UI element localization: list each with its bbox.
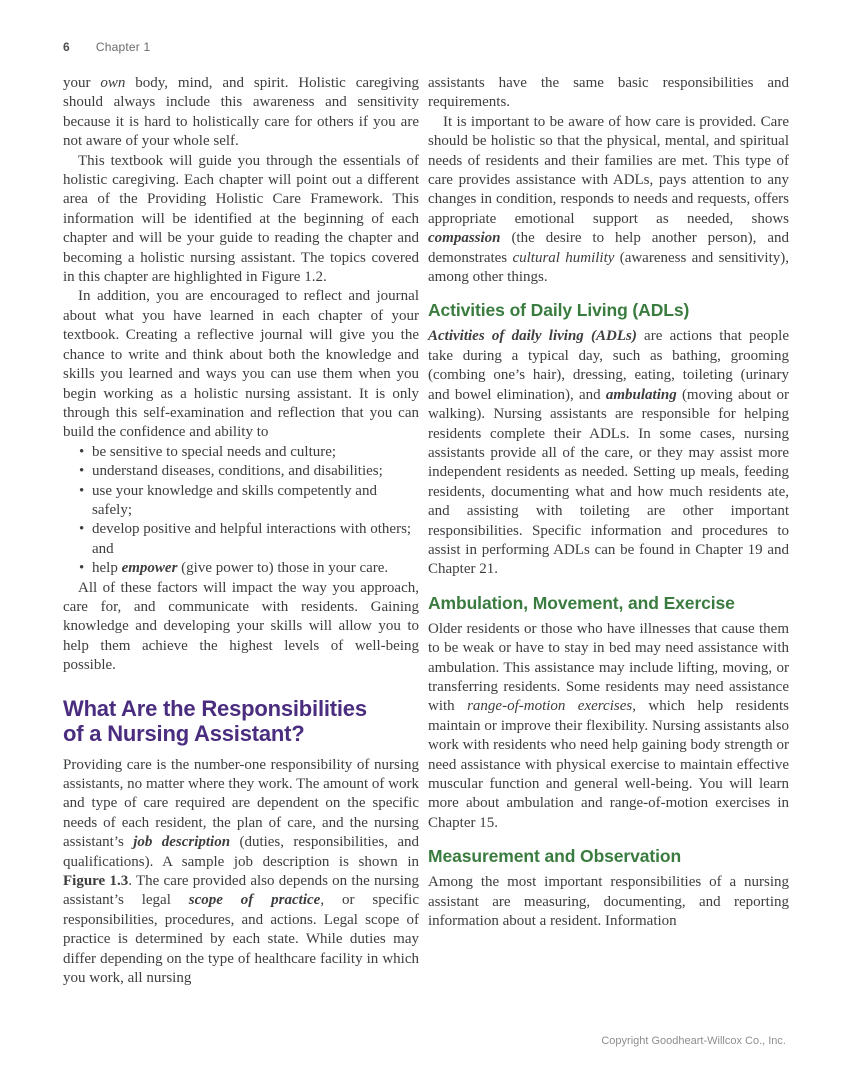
bullet-item — [92, 462, 419, 481]
text-run: , or specific responsibilities, procedures, and actions. Legal scope of practice is determined by each state. While duties may differ depending on the type of healthcare facility in which you work, all nursing — [63, 892, 420, 987]
emphasized-text: Figure 1.3 — [63, 873, 129, 890]
text-run: understand diseases, conditions, and disabilities; — [92, 463, 383, 480]
text-run: It is important to be aware of how care is provided. Care should be holistic so that the physical, mental, and spiritual needs of residents and their families are met. This type of care provides assistance with ADLs, pays attention to any changes in condition, responds to needs and requests, offers appropriate emotional support as needed, shows — [428, 113, 789, 227]
text-run: develop positive and helpful interactions with others; and — [92, 521, 412, 557]
emphasized-text: ambulating — [605, 386, 677, 403]
text-run: Among the most important responsibilities of a nursing assistant are measuring, documenting, and reporting information about a resident. Information — [428, 874, 789, 930]
text-run: Providing care is the number-one responsibility of nursing assistants, no matter where they work. The amount of work and type of care required are dependent on the specific needs of each resident, the plan of care, and the nursing assistant’s — [63, 756, 419, 851]
paragraph — [428, 74, 789, 113]
text-run: your — [63, 75, 101, 91]
paragraph — [63, 74, 419, 152]
text-run: (moving about or walking). Nursing assistants are responsible for helping residents complete their ADLs. In some cases, nursing assistants provide all of the care, or they may assist more independent residents as needed. Setting up meals, feeding residents, documenting what and how much residents ate, and assisting with toileting are other important responsibilities. Specific information and procedures to assist in performing ADLs can be found in Chapter 19 and Chapter 21. — [428, 386, 790, 578]
text-run: body, mind, and spirit. Holistic caregiving should always include this awareness and sensitivity because it is hard to holistically care for others if you are not aware of your whole self. — [63, 75, 420, 150]
text-run: (the desire to help another person), and demonstrates — [428, 230, 789, 266]
emphasized-text: cultural humility — [512, 249, 615, 266]
section-heading: Activities of Daily Living (ADLs) — [428, 300, 690, 321]
section-heading: Ambulation, Movement, and Exercise — [428, 592, 735, 613]
bullet-item — [92, 482, 419, 521]
text-run: All of these factors will impact the way you approach, care for, and communicate with residents. Gaining knowledge and developing your skills will allow you to help them achieve the highest levels of well-being possible. — [63, 579, 419, 674]
section-heading: What Are the Responsibilities of a Nursing Assistant? — [63, 695, 367, 746]
text-run: This textbook will guide you through the essentials of holistic caregiving. Each chapter will point out a different area of the Providing Holistic Care Framework. This information will be identified at the beginning of each chapter and will be your guide to reading the chapter and becoming a holistic nursing assistant. The topics covered in this chapter are highlighted in Figure 1.2. — [63, 152, 419, 286]
bullet-item — [92, 520, 419, 559]
text-run: assistants have the same basic responsibilities and requirements. — [428, 75, 789, 111]
left-column — [63, 74, 419, 988]
text-run: (duties, responsibilities, and qualifications). A sample job description is shown in — [63, 834, 419, 870]
emphasized-text: Activities of daily living (ADLs) — [428, 328, 637, 345]
emphasized-text: empower — [121, 560, 178, 577]
text-run: use your knowledge and skills competently and safely; — [92, 482, 377, 518]
paragraph — [63, 287, 419, 442]
page-header — [63, 40, 150, 54]
text-run: (give power to) those in your care. — [177, 560, 389, 577]
right-column — [428, 74, 789, 988]
bullet-item — [92, 443, 419, 462]
text-run: Older residents or those who have illnesses that cause them to be weak or have to stay in bed may need assistance with ambulation. This assistance may include lifting, moving, or transferring residents. Some residents may need assistance with — [428, 620, 789, 715]
page-number: 6 — [63, 40, 70, 54]
copyright-text: Copyright Goodheart-Willcox Co., Inc. — [601, 1035, 786, 1047]
paragraph — [428, 113, 789, 288]
emphasized-text: job description — [133, 834, 231, 851]
text-run: . The care provided also depends on the nursing assistant’s legal — [63, 873, 420, 909]
text-run: be sensitive to special needs and culture; — [92, 443, 337, 460]
paragraph — [63, 756, 419, 989]
paragraph — [428, 873, 789, 931]
emphasized-text: compassion — [428, 230, 501, 247]
emphasized-text: own — [100, 75, 126, 91]
emphasized-text: range-of-motion exercises — [467, 698, 633, 715]
text-run: are actions that people take during a typical day, such as bathing, grooming (combing one’s hair), dressing, eating, toileting (urinary and bowel elimination), and — [428, 328, 789, 403]
text-run: help — [92, 560, 122, 577]
text-run: , which help residents maintain or improve their flexibility. Nursing assistants also work with residents who need help gaining body strength or need assistance with physical exercise to maintain effective muscular function and general well-being. You will learn more about ambulation and range-of-motion exercises in Chapter 15. — [428, 698, 789, 831]
paragraph — [428, 327, 789, 579]
bullet-list — [63, 443, 419, 579]
text-run: In addition, you are encouraged to reflect and journal about what you have learned in each chapter of your textbook. Creating a reflective journal will give you the chance to write and think about both the knowledge and skills you learned and ways you can use them when you begin working as a holistic nursing assistant. It is only through this self-examination and reflection that you can build the confidence and ability to — [63, 288, 419, 441]
page-footer — [601, 1035, 786, 1047]
paragraph — [63, 152, 419, 288]
section-heading: Measurement and Observation — [428, 846, 682, 867]
chapter-label: Chapter 1 — [95, 40, 151, 54]
paragraph — [428, 620, 789, 833]
text-run: (awareness and sensitivity), among other things. — [428, 249, 789, 286]
paragraph — [63, 579, 419, 676]
bullet-item — [92, 559, 419, 578]
emphasized-text: scope of practice — [188, 892, 321, 909]
two-column-layout — [63, 74, 789, 988]
